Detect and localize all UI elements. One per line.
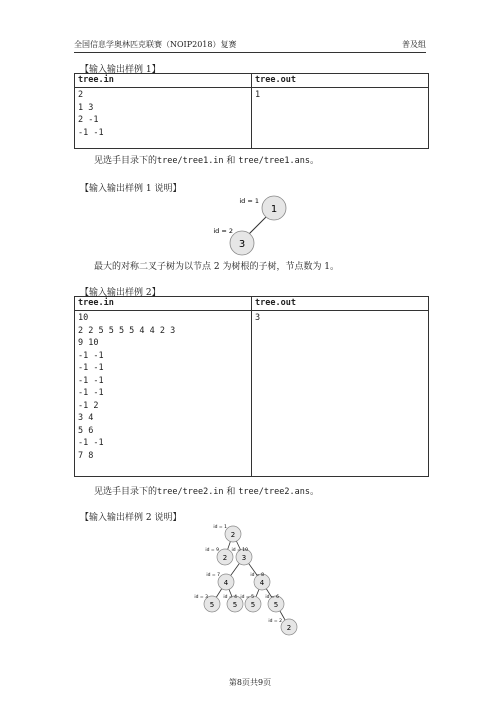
tree2-node-id: id = 3 xyxy=(194,595,208,600)
sample2-in-line: -1 -1 xyxy=(78,350,104,361)
tree2-node-id: id = 6 xyxy=(265,595,279,600)
note-prefix: 见选手目录下的 xyxy=(94,156,158,166)
note-file-ans: tree/tree2.ans xyxy=(238,487,310,497)
tree2-node-id: id = 1 xyxy=(213,525,227,530)
note-file-ans: tree/tree1.ans xyxy=(238,156,310,166)
tree2-node-value: 5 xyxy=(232,601,238,609)
sample2-col-out: tree.out xyxy=(252,297,429,311)
sample2-in-line: 5 6 xyxy=(78,425,94,436)
tree1-node-id: id = 1 xyxy=(239,197,259,205)
tree2-node-value: 2 xyxy=(286,624,292,632)
sample2-in-line: 10 xyxy=(78,313,89,323)
page-footer: 第8页共9页 xyxy=(228,678,272,687)
note-mid: 和 xyxy=(226,487,236,497)
tree2-node-value: 5 xyxy=(209,601,215,609)
tree2-node-value: 4 xyxy=(223,579,229,587)
sample1-in-line: 2 -1 xyxy=(78,115,99,125)
tree2-node-id: id = 8 xyxy=(250,573,264,578)
tree2-node-value: 4 xyxy=(259,579,265,587)
tree2-node-id: id = 10 xyxy=(231,548,248,553)
note-file-in: tree/tree2.in xyxy=(157,487,224,497)
tree2-node-value: 5 xyxy=(273,601,279,609)
tree2-node-id: id = 7 xyxy=(206,573,220,578)
sample1-in-line: -1 -1 xyxy=(78,127,104,138)
explain1-text: 最大的对称二叉子树为以节点 2 为树根的子树，节点数为 1。 xyxy=(94,262,340,272)
sample2-col-in: tree.in xyxy=(75,297,252,311)
tree2-node-value: 3 xyxy=(241,554,247,562)
sample2-in-line: -1 -1 xyxy=(78,438,104,448)
tree2-node-value: 2 xyxy=(222,554,228,562)
note-mid: 和 xyxy=(226,156,236,166)
explain2-title: 【输入输出样例 2 说明】 xyxy=(80,513,182,523)
tree2-node-id: id = 2 xyxy=(268,619,282,624)
sample1-col-in: tree.in xyxy=(75,74,252,88)
sample2-in-line: -1 -1 xyxy=(78,363,104,373)
sample1-in-line: 1 3 xyxy=(78,102,94,113)
note-suffix: 。 xyxy=(309,487,319,497)
note-prefix: 见选手目录下的 xyxy=(94,487,158,497)
sample2-in-line: -1 2 xyxy=(78,400,99,411)
tree1-node-value: 3 xyxy=(238,239,246,250)
sample2-in-line: 9 10 xyxy=(78,338,99,348)
sample1-col-out: tree.out xyxy=(252,74,429,88)
sample1-in-line: 2 xyxy=(78,90,84,100)
header-group-name: 普及组 xyxy=(402,40,426,49)
tree2-node-id: id = 5 xyxy=(240,595,254,600)
tree1-node-id: id = 2 xyxy=(213,227,233,235)
tree2-node-id: id = 9 xyxy=(205,548,219,553)
note-file-in: tree/tree1.in xyxy=(157,156,224,166)
sample2-in-line: 2 2 5 5 5 5 4 4 2 3 xyxy=(78,325,176,336)
header-contest-name: 全国信息学奥林匹克联赛（NOIP2018）复赛 xyxy=(74,40,237,49)
tree2-node-value: 5 xyxy=(250,601,256,609)
tree2-node-value: 2 xyxy=(230,531,236,539)
sample2-in-line: 3 4 xyxy=(78,413,94,423)
sample2-in-line: 7 8 xyxy=(78,450,94,461)
sample1-out-line: 1 xyxy=(255,90,261,100)
sample2-title: 【输入输出样例 2】 xyxy=(80,288,161,298)
sample2-in-line: -1 -1 xyxy=(78,375,104,386)
sample2-in-line: -1 -1 xyxy=(78,388,104,398)
tree2-node-id: id = 4 xyxy=(223,595,237,600)
tree1-node-value: 1 xyxy=(270,204,278,215)
explain1-title: 【输入输出样例 1 说明】 xyxy=(80,184,182,194)
sample2-out-line: 3 xyxy=(255,313,261,323)
note-suffix: 。 xyxy=(309,156,319,166)
sample1-title: 【输入输出样例 1】 xyxy=(80,65,161,75)
